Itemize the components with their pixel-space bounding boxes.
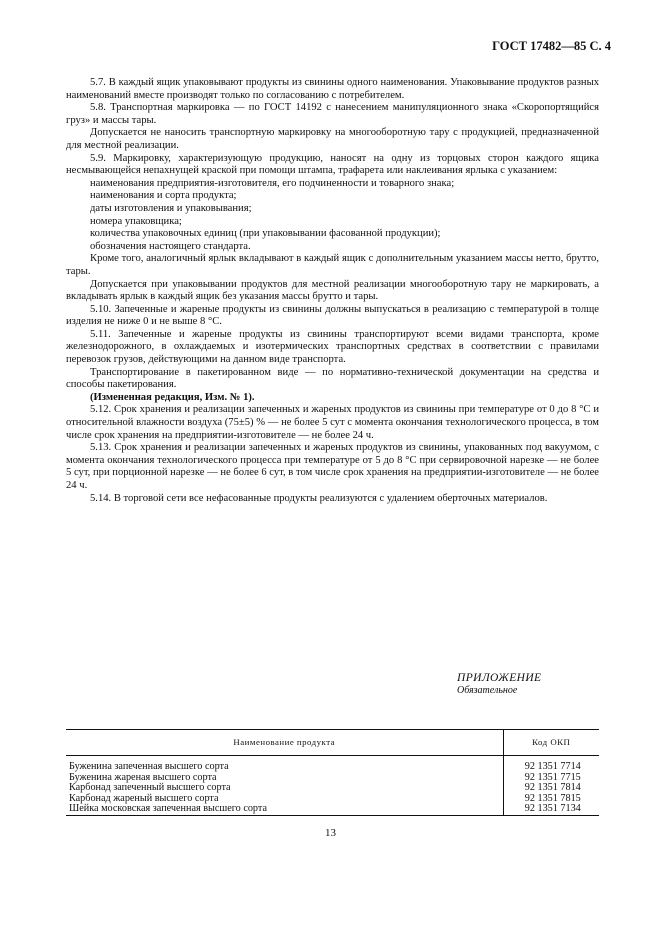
body-text bbox=[66, 77, 599, 505]
product-name-cell: Буженина жареная высшего сорта bbox=[66, 773, 503, 784]
table-row bbox=[66, 804, 599, 815]
okp-code-cell: 92 1351 7714 bbox=[524, 761, 581, 772]
table-row bbox=[66, 762, 599, 773]
okp-code-cell: 92 1351 7134 bbox=[503, 804, 599, 815]
list-item: обозначения настоящего стандарта. bbox=[90, 240, 251, 252]
paragraph: 5.9. Маркировку, характеризующую продукцию, наносят на одну из торцовых сторон каждого ящика несмывающейся непахнущей краской при помощи штампа, трафарета или наклеивания ярлыка с указанием: bbox=[66, 152, 599, 177]
appendix-subtitle: Обязательное bbox=[457, 684, 518, 696]
paragraph: 5.11. Запеченные и жареные продукты из свинины транспортируют всеми видами транспорта, кроме железнодорожного, в охлаждаемых и изотермических транспортных средствах в соответствии с правилами перевозок грузов, действующими на данном виде транспорта. bbox=[66, 328, 599, 366]
paragraph: 5.14. В торговой сети все нефасованные продукты реализуются с удалением оберточных материалов. bbox=[90, 492, 548, 504]
okp-code-cell: 92 1351 7815 bbox=[524, 792, 581, 804]
amendment-note: (Измененная редакция, Изм. № 1). bbox=[90, 391, 255, 403]
paragraph: 5.10. Запеченные и жареные продукты из свинины должны выпускаться в реализацию с температурой в толще изделия не ниже 0 и не выше 8 °С. bbox=[66, 303, 599, 328]
table-header-row bbox=[66, 730, 599, 756]
paragraph: 5.12. Срок хранения и реализации запеченных и жареных продуктов из свинины при температуре от 0 до 8 °С и относительной влажности воздуха (75±5) % — не более 5 сут с момента окончания технологического процесса, в том числе срок хранения на предприятии-изготовителе — не более 24 ч. bbox=[66, 404, 599, 441]
page-number: 13 bbox=[325, 827, 336, 839]
okp-code-cell: 92 1351 7715 bbox=[524, 771, 581, 783]
list-item: наименования и сорта продукта; bbox=[90, 190, 237, 202]
column-header-product: Наименование продукта bbox=[66, 730, 503, 756]
column-header-code: Код ОКП bbox=[503, 730, 599, 756]
paragraph: Транспортирование в пакетированном виде — по нормативно-технической документации на средства и способы пакетирования. bbox=[66, 366, 599, 391]
paragraph: Допускается не наносить транспортную маркировку на многооборотную тару с продукцией, предназначенной для местной реализации. bbox=[66, 127, 599, 151]
product-name-cell: Карбонад жареный высшего сорта bbox=[66, 794, 503, 805]
paragraph: 5.7. В каждый ящик упаковывают продукты из свинины одного наименования. Упаковывание продуктов разных наименований вместе производят только по согласованию с потребителем. bbox=[66, 77, 599, 101]
paragraph: Допускается при упаковывании продуктов для местной реализации многооборотную тару не маркировать, а вкладывать ярлык в каждый ящик без указания массы брутто и тары. bbox=[66, 278, 599, 303]
paragraph: 5.13. Срок хранения и реализации запеченных и жареных продуктов из свинины, упакованных под вакуумом, с момента окончания технологического процесса при температуре от 5 до 8 °С при сервировочной нарезке — не более 5 сут, при порционной нарезке — не более 6 сут, в том числе срок хранения на предприятии-изготовителе — не более 24 ч. bbox=[66, 442, 599, 491]
appendix-title: ПРИЛОЖЕНИЕ bbox=[457, 672, 542, 684]
list-item: наименования предприятия-изготовителя, его подчиненности и товарного знака; bbox=[90, 177, 455, 189]
product-name-cell: Карбонад запеченный высшего сорта bbox=[66, 783, 503, 794]
list-item: количества упаковочных единиц (при упаковывании фасованной продукции); bbox=[90, 228, 441, 240]
list-item: номера упаковщика; bbox=[90, 215, 182, 227]
page-header: ГОСТ 17482—85 С. 4 bbox=[492, 39, 611, 53]
paragraph: 5.8. Транспортная маркировка — по ГОСТ 14192 с нанесением манипуляционного знака «Скоропортящийся груз» и массы тары. bbox=[66, 102, 599, 126]
okp-table bbox=[66, 729, 599, 816]
appendix-label bbox=[457, 672, 597, 697]
product-name-cell: Шейка московская запеченная высшего сорта bbox=[66, 804, 503, 815]
okp-code-cell: 92 1351 7814 bbox=[524, 782, 581, 794]
list-item: даты изготовления и упаковывания; bbox=[90, 202, 252, 214]
product-name-cell: Буженина запеченная высшего сорта bbox=[66, 762, 503, 773]
paragraph: Кроме того, аналогичный ярлык вкладывают в каждый ящик с дополнительным указанием массы нетто, брутто, тары. bbox=[66, 253, 599, 277]
